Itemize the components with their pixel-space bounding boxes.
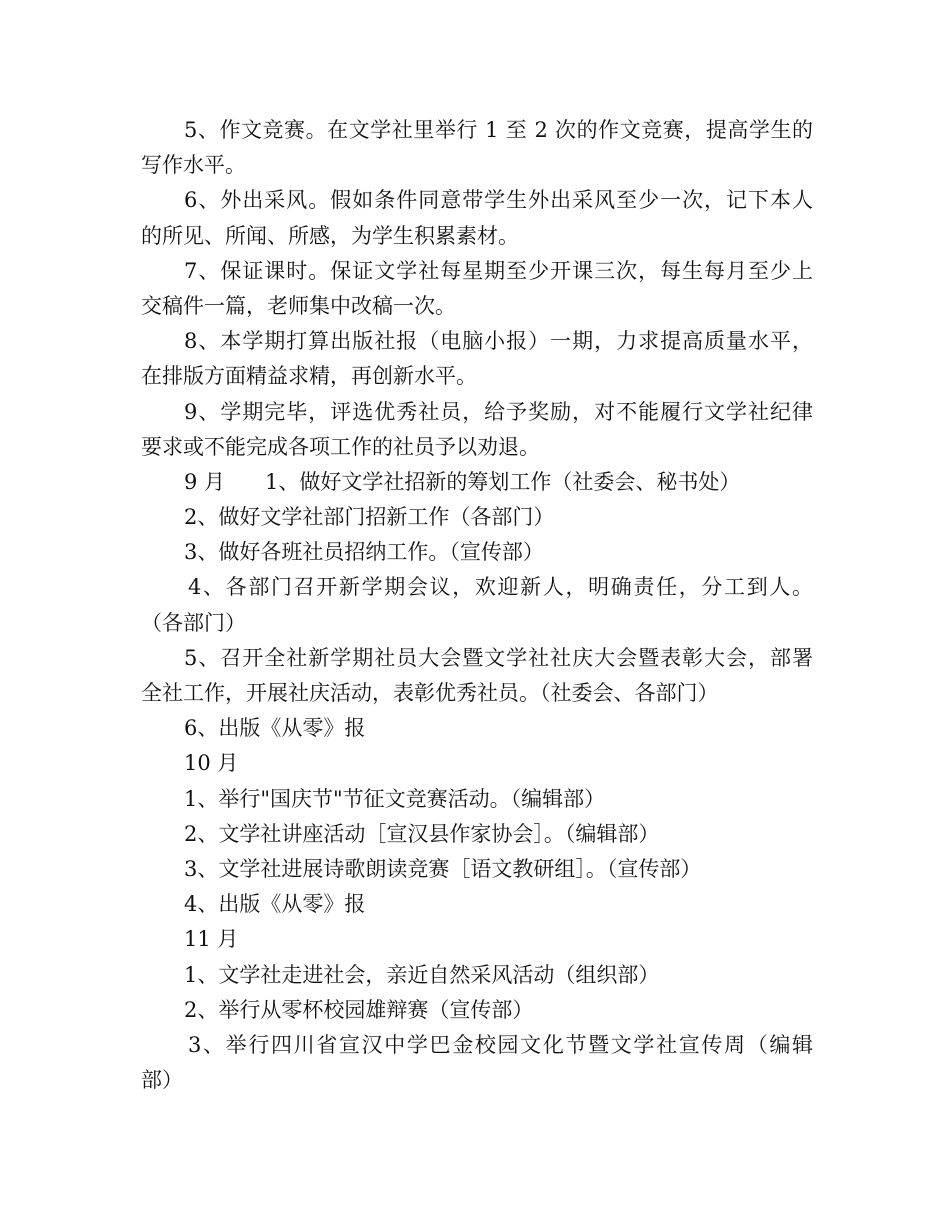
paragraph-line: 1、文学社走进社会，亲近自然采风活动（组织部）: [184, 962, 660, 987]
paragraph-line: 写作水平。: [141, 153, 246, 178]
paragraph-line: 2、文学社讲座活动［宣汉县作家协会］。（编辑部）: [184, 821, 660, 846]
month-heading: 11 月: [184, 927, 239, 952]
paragraph-line: 2、举行从零杯校园雄辩赛（宣传部）: [184, 997, 534, 1022]
paragraph-line: 1、举行"国庆节"节征文竞赛活动。（编辑部）: [184, 786, 606, 811]
paragraph-line: 4、各部门召开新学期会议，欢迎新人，明确责任，分工到人。: [188, 575, 813, 600]
paragraph-text: 1、做好文学社招新的筹划工作（社委会、秘书处）: [265, 469, 741, 494]
paragraph-line: 部）: [141, 1068, 183, 1093]
paragraph-line: 交稿件一篇，老师集中改稿一次。: [141, 293, 456, 318]
paragraph-line: 9、学期完毕，评选优秀社员，给予奖励，对不能履行文学社纪律: [184, 399, 813, 424]
paragraph-line: 8、本学期打算出版社报（电脑小报）一期，力求提高质量水平，: [184, 329, 813, 354]
paragraph-line: 5、召开全社新学期社员大会暨文学社社庆大会暨表彰大会，部署: [184, 645, 813, 670]
paragraph-line: 要求或不能完成各项工作的社员予以劝退。: [141, 434, 540, 459]
paragraph-line: 2、做好文学社部门招新工作（各部门）: [184, 505, 555, 530]
month-heading-line: [141, 465, 813, 500]
paragraph-line: 6、出版《从零》报: [184, 716, 366, 741]
paragraph-line: 3、举行四川省宣汉中学巴金校园文化节暨文学社宣传周（编辑: [188, 1032, 813, 1057]
paragraph-line: （各部门）: [141, 610, 246, 635]
month-heading: 10 月: [184, 751, 239, 776]
paragraph-line: 全社工作，开展社庆活动，表彰优秀社员。（社委会、各部门）: [141, 681, 719, 705]
paragraph-line: 4、出版《从零》报: [184, 892, 366, 917]
paragraph-line: 在排版方面精益求精，再创新水平。: [141, 364, 477, 389]
paragraph-line: 5、作文竞赛。在文学社里举行 1 至 2 次的作文竞赛，提高学生的: [184, 118, 813, 142]
month-label: 9 月: [184, 469, 226, 494]
document-body: [141, 113, 813, 1098]
paragraph-line: 3、文学社进展诗歌朗读竞赛［语文教研组］。（宣传部）: [184, 856, 702, 881]
paragraph-line: 的所见、所闻、所感，为学生积累素材。: [141, 223, 519, 248]
paragraph-line: 3、做好各班社员招纳工作。（宣传部）: [184, 540, 544, 565]
paragraph-line: 7、保证课时。保证文学社每星期至少开课三次，每生每月至少上: [184, 258, 813, 283]
paragraph-line: 6、外出采风。假如条件同意带学生外出采风至少一次，记下本人: [184, 188, 813, 213]
